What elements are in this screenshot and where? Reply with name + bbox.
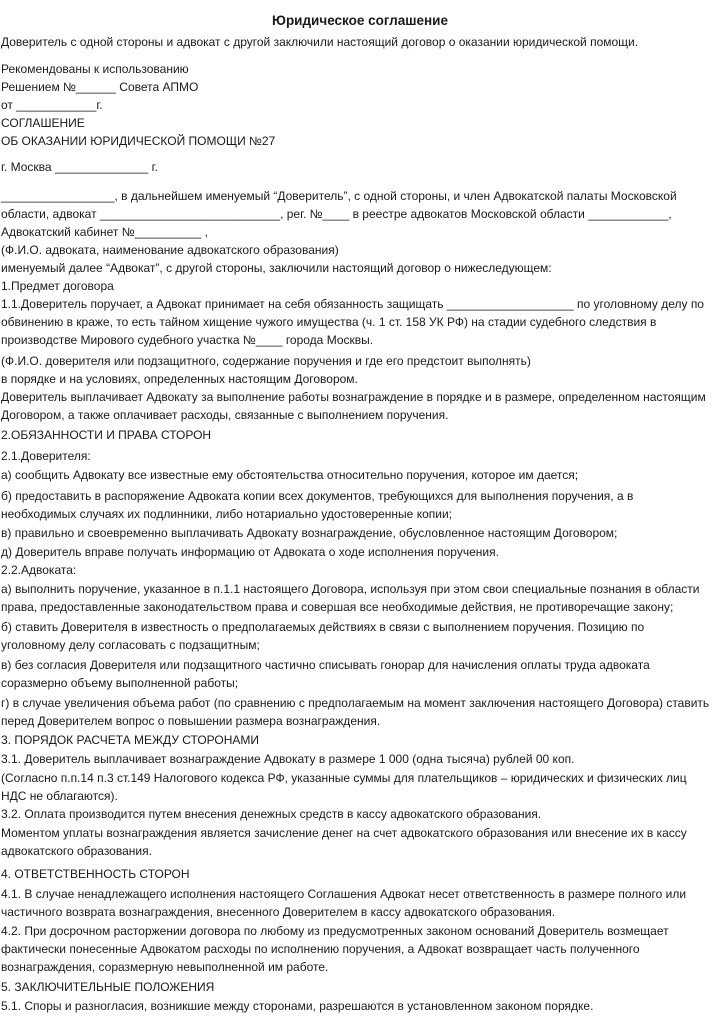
clause-line: б) предоставить в распоряжение Адвоката копии всех документов, требующихся для выполнения поручения, а в <box>1 489 634 503</box>
subsection-heading: 2.1.Доверителя: <box>1 449 91 463</box>
clause-line: Моментом уплаты вознаграждения является зачисление денег на счет адвокатского образования или внесение их в кассу <box>1 826 687 840</box>
clause-line: Договором, а также оплачивает расходы, связанные с выполнением поручения. <box>1 408 449 422</box>
clause-line: обвинению в краже, то есть тайном хищение чужого имущества (ч. 1 ст. 158 УК РФ) на стадии судебного следствия в <box>1 315 657 329</box>
clause-line: частичного возврата вознаграждения, внесенного Доверителем в кассу адвокатского образования. <box>1 905 556 919</box>
section-heading: 1.Предмет договора <box>1 279 114 293</box>
clause-line: б) ставить Доверителя в известность о предполагаемых действиях в связи с выполнением поручения. Позицию по <box>1 620 645 634</box>
clause-line: 3.2. Оплата производится путем внесения денежных средств в кассу адвокатского образования. <box>1 807 542 821</box>
clause-line: 4.1. В случае ненадлежащего исполнения настоящего Соглашения Адвокат несет ответственность в размере полного или <box>1 887 687 901</box>
agreement-heading: СОГЛАШЕНИЕ <box>1 116 85 130</box>
recommendation-line: Рекомендованы к использованию <box>1 62 189 76</box>
clause-line: вознаграждения, соразмерную невыполненной им работе. <box>1 960 329 974</box>
clause-line: адвокатского образования. <box>1 844 152 858</box>
section-heading: 3. ПОРЯДОК РАСЧЕТА МЕЖДУ СТОРОНАМИ <box>1 733 260 747</box>
clause-line: (Согласно п.п.14 п.3 ст.149 Налогового кодекса РФ, указанные суммы для плательщиков – юридических и физических лиц <box>1 771 687 785</box>
clause-line: д) Доверитель вправе получать информацию от Адвоката о ходе исполнения поручения. <box>1 545 499 559</box>
parties-line: области, адвокат ___________________________, рег. №____ в реестре адвокатов Московской области ____________, <box>1 207 672 221</box>
document-title: Юридическое соглашение <box>272 13 448 28</box>
decision-line: Решением №______ Совета АПМО <box>1 80 199 94</box>
intro-line: Доверитель с одной стороны и адвокат с другой заключили настоящий договор о оказании юридической помощи. <box>1 35 639 49</box>
clause-line: необходимых случаях их подлинники, либо нотариально удостоверенные копии; <box>1 507 452 521</box>
clause-line: фактически понесенные Адвокатом расходы по исполнению поручения, а Адвокат возвращает часть полученного <box>1 942 640 956</box>
date-line: от ____________г. <box>1 98 103 112</box>
clause-line: производстве Мирового судебного участка №____ города Москвы. <box>1 333 374 347</box>
clause-line: перед Доверителем вопрос о повышении размера вознаграждения. <box>1 714 381 728</box>
clause-line: 1.1.Доверитель поручает, а Адвокат принимает на себя обязанность защищать ___________________ по уголовному делу по <box>1 297 704 311</box>
clause-line: соразмерно объему выполненной работы; <box>1 676 239 690</box>
clause-line: Доверитель выплачивает Адвокату за выполнение работы вознаграждение в порядке и в размере, определенном настоящим <box>1 390 706 404</box>
parties-note: (Ф.И.О. адвоката, наименование адвокатского образования) <box>1 243 339 257</box>
parties-line: Адвокатский кабинет №__________ , <box>1 225 208 239</box>
agreement-subheading: ОБ ОКАЗАНИИ ЮРИДИЧЕСКОЙ ПОМОЩИ №27 <box>1 134 276 148</box>
clause-line: права, предоставленные законодательством права и совершая все необходимые действия, не противоречащие закону; <box>1 600 674 614</box>
clause-line: 4.2. При досрочном расторжении договора по любому из предусмотренных законом оснований Доверитель возмещает <box>1 924 669 938</box>
clause-line: 3.1. Доверитель выплачивает вознаграждение Адвокату в размере 1 000 (одна тысяча) рублей 00 коп. <box>1 752 575 766</box>
clause-line: в порядке и на условиях, определенных настоящим Договором. <box>1 372 358 386</box>
clause-line: уголовному делу согласовать с подзащитным; <box>1 638 260 652</box>
section-heading: 4. ОТВЕТСТВЕННОСТЬ СТОРОН <box>1 867 190 881</box>
section-heading: 2.ОБЯЗАННОСТИ И ПРАВА СТОРОН <box>1 428 212 442</box>
subsection-heading: 2.2.Адвоката: <box>1 563 77 577</box>
clause-line: г) в случае увеличения объема работ (по сравнению с предполагаемым на момент заключения настоящего Договора) ставить <box>1 696 710 710</box>
parties-line: именуемый далее “Адвокат”, с другой стороны, заключили настоящий договор о нижеследующем: <box>1 261 552 275</box>
section-heading: 5. ЗАКЛЮЧИТЕЛЬНЫЕ ПОЛОЖЕНИЯ <box>1 980 215 994</box>
city-date-line: г. Москва ______________ г. <box>1 160 158 174</box>
clause-line: 5.1. Споры и разногласия, возникшие между сторонами, разрешаются в установленном законом порядке. <box>1 999 594 1013</box>
clause-line: а) выполнить поручение, указанное в п.1.1 настоящего Договора, используя при этом свои специальные познания в области <box>1 582 700 596</box>
clause-note: (Ф.И.О. доверителя или подзащитного, содержание поручения и где его предстоит выполнять) <box>1 354 531 368</box>
clause-line: в) правильно и своевременно выплачивать Адвокату вознаграждение, обусловленное настоящим Договором; <box>1 526 618 540</box>
clause-line: а) сообщить Адвокату все известные ему обстоятельства относительно поручения, которое им дается; <box>1 468 579 482</box>
clause-line: в) без согласия Доверителя или подзащитного частично списывать гонорар для начисления оплаты труда адвоката <box>1 658 650 672</box>
clause-line: НДС не облагаются). <box>1 789 118 803</box>
parties-line: _________________, в дальнейшем именуемый “Доверитель”, с одной стороны, и член Адвокатской палаты Московской <box>1 189 677 203</box>
